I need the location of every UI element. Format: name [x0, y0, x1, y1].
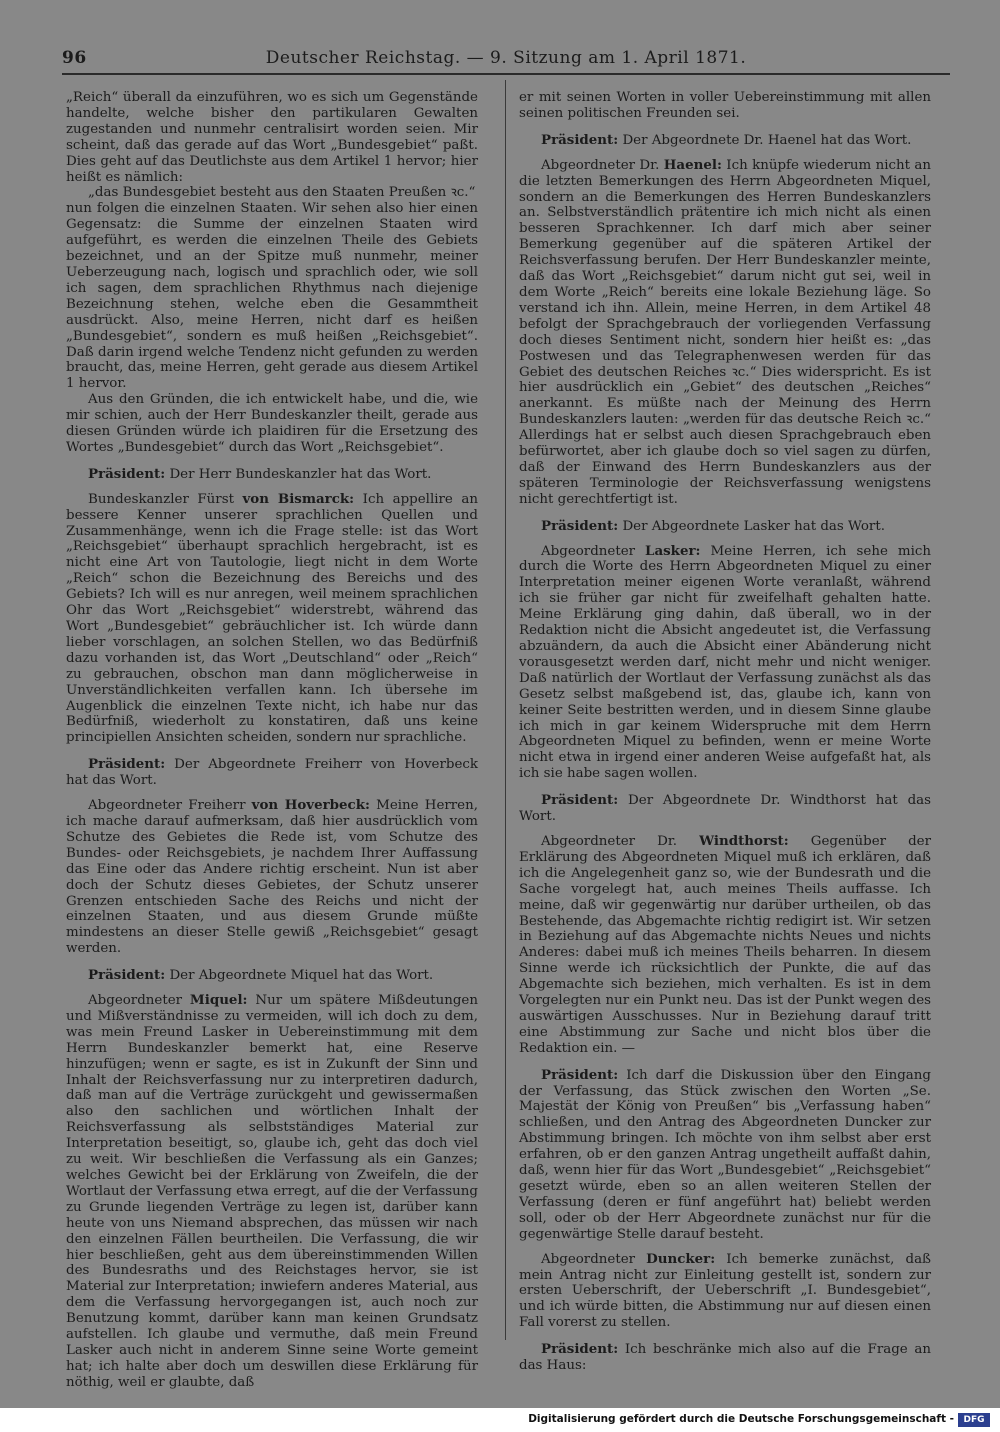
page-header [62, 46, 950, 74]
left-column [66, 90, 478, 1391]
speaker-label: Präsident: [541, 792, 619, 809]
speaker-title: Abgeordneter [88, 993, 190, 1009]
president-statement [66, 968, 478, 984]
speech-paragraph [66, 993, 478, 1391]
speaker-title: Abgeordneter [541, 543, 646, 559]
statement-text: Der Abgeordnete Miquel hat das Wort. [165, 968, 434, 984]
speech-text: Ich bemerke zunächst, daß mein Antrag nicht zur Einleitung gestellt ist, sondern zur ersten Ueberschrift, der Ueberschrift „I. Bundesgebiet“, und ich würde bitten, die Abstimmung nur auf diesen einen Fall vorerst zu stellen. [519, 1251, 931, 1331]
speech-text: Meine Herren, ich mache darauf aufmerksam, daß hier ausdrücklich vom Schutze des Gebietes die Rede ist, vom Schutze des Bundes- oder Reichsgebiets, je nachdem Ihrer Auffassung das Eine oder das Andere richtig erscheint. Nun ist aber doch der Schutz dieses Gebietes, der Schutz unserer Grenzen entschieden Sache des Reichs und nicht der einzelnen Staaten, und aus diesem Grunde müßte mindestens an dieser Stelle gewiß „Reichsgebiet“ gesagt werden. [66, 798, 478, 957]
president-statement [519, 133, 931, 149]
speaker-name: von Bismarck: [242, 490, 355, 507]
speaker-label: Präsident: [88, 756, 166, 773]
speech-paragraph [66, 798, 478, 957]
statement-text: Der Abgeordnete Dr. Haenel hat das Wort. [618, 132, 912, 148]
running-title: Deutscher Reichstag. — 9. Sitzung am 1. April 1871. [265, 48, 747, 68]
statement-text: Der Abgeordnete Freiherr von Hoverbeck hat das Wort. [66, 757, 478, 789]
text-paragraph: er mit seinen Worten in voller Uebereinstimmung mit allen seinen politischen Freunden sei. [519, 90, 931, 121]
speaker-title: Abgeordneter Dr. [541, 833, 700, 849]
speech-paragraph [519, 1252, 931, 1332]
text-paragraph: „Reich“ überall da einzuführen, wo es sich um Gegenstände handelte, welche bisher den partikularen Gewalten zugestanden und nunmehr centralisirt worden seien. Mir scheint, daß das gerade auf das Wort „Bundesgebiet“ paßt. Dies geht auf das Deutlichste aus dem Artikel 1 hervor; hier heißt es nämlich: [66, 90, 478, 185]
speech-text: Meine Herren, ich sehe mich durch die Worte des Herrn Abgeordneten Miquel zu einer Interpretation meiner eigenen Worte veranlaßt, während ich sie früher gar nicht für zweifelhaft gehalten hatte. Meine Erklärung ging dahin, daß überall, wo in der Redaktion nicht die Absicht angedeutet ist, die Verfassung abzuändern, da auch die Absicht einer Abänderung nicht vorausgesetzt werden darf, nicht mehr und nicht weniger. Daß natürlich der Wortlaut der Verfassung zunächst als das Gesetz selbst maßgebend ist, das, glaube ich, kann von keiner Seite bestritten werden, und in diesem Sinne glaube ich mich in gar keinem Widerspruche mit dem Herrn Abgeordneten Miquel zu befinden, wenn er meine Worte nicht etwa in irgend einer anderen Weise aufgefaßt hat, als ich sie habe sagen wollen. [519, 543, 931, 782]
speaker-label: Präsident: [88, 465, 166, 482]
speaker-name: Lasker: [645, 542, 701, 559]
right-column [519, 90, 931, 1383]
speech-paragraph [519, 834, 931, 1057]
speech-paragraph [519, 158, 931, 508]
president-statement [519, 1342, 931, 1374]
footer-credit: Digitalisierung gefördert durch die Deutsche Forschungsgemeinschaft - [528, 1413, 954, 1425]
speaker-name: Haenel: [663, 156, 722, 173]
dfg-logo: DFG [958, 1413, 990, 1427]
speaker-title: Abgeordneter Freiherr [88, 798, 252, 814]
speaker-label: Präsident: [541, 131, 619, 148]
footer-bar [0, 1408, 1000, 1432]
speaker-name: Duncker: [646, 1250, 716, 1267]
speaker-name: Windthorst: [699, 832, 789, 849]
speech-text: Gegenüber der Erklärung des Abgeordneten Miquel muß ich erklären, daß ich die Angelegenheit ganz so, wie der Bundesrath und die Sache vorgelegt hat, auch meines Theils auffasse. Ich meine, daß wir gegenwärtig nur darüber urtheilen, ob das Bestehende, das Abgemachte richtig redigirt ist. Wir setzen in Beziehung auf das Abgemachte nichts Neues und nichts Anderes: dabei muß ich meines Theils beharren. In diesem Sinne werde ich rücksichtlich der Punkte, die auf das Abgemachte sich beziehen, mich verhalten. Es ist in dem Vorgelegten nur ein Punkt neu. Das ist der Punkt wegen des auswärtigen Ausschusses. Nur in Beziehung darauf tritt eine Abstimmung zur Sache und nicht blos über die Redaktion ein. — [519, 833, 931, 1056]
speaker-label: Präsident: [541, 517, 619, 534]
text-paragraph: Aus den Gründen, die ich entwickelt habe, und die, wie mir schien, auch der Herr Bundeskanzler theilt, gerade aus diesen Gründen würde ich plaidiren für die Ersetzung des Wortes „Bundesgebiet“ durch das Wort „Reichsgebiet“. [66, 392, 478, 455]
speaker-label: Präsident: [88, 967, 166, 984]
quoted-text: „das Bundesgebiet besteht aus den Staaten Preußen ꝛc.“ [88, 185, 476, 201]
speech-text: Ich appellire an bessere Kenner unserer sprachlichen Quellen und Zusammenhänge, wenn ich die Frage stelle: ist das Wort „Reichsgebiet“ überhaupt sprachlich hergebracht, ist es nicht eine Art von Tautologie, liegt nicht in dem Worte „Reich“ schon die Bezeichnung des Bereichs und des Gebiets? Ich will es nur anregen, weil meinem sprachlichen Ohr das Wort „Reichsgebiet“ widerstrebt, während das Wort „Bundesgebiet“ gebräuchlicher ist. Ich würde dann lieber vorschlagen, an solchen Stellen, wo das Bedürfniß dazu vorhanden ist, das Wort „Deutschland“ oder „Reich“ zu gebrauchen, obschon man dann möglicherweise in Unverständlichkeiten verfallen kann. Ich übersehe im Augenblick die einzelnen Texte nicht, ich habe nur das Bedürfniß, wiederholt zu konstatiren, daß uns keine principiellen Ansichten scheiden, sondern nur sprachliche. [66, 491, 478, 746]
speaker-name: von Hoverbeck: [251, 797, 370, 814]
header-rule [62, 73, 950, 75]
president-statement [519, 1068, 931, 1243]
speaker-name: Miquel: [189, 992, 248, 1009]
speaker-title: Bundeskanzler Fürst [88, 491, 243, 507]
page-number: 96 [62, 48, 87, 68]
statement-text: Ich beschränke mich also auf die Frage an das Haus: [519, 1342, 931, 1374]
statement-text: Der Abgeordnete Lasker hat das Wort. [618, 518, 885, 534]
speaker-label: Präsident: [541, 1066, 619, 1083]
president-statement [519, 793, 931, 825]
text-paragraph: nun folgen die einzelnen Staaten. Wir sehen also hier einen Gegensatz: die Summe der einzelnen Staaten wird aufgeführt, es werden die einzelnen Theile des Gebiets bezeichnet, und an der Spitze muß nunmehr, meiner Ueberzeugung nach, logisch und sprachlich oder, wie soll ich sagen, dem sprachlichen Rhythmus nach diejenige Bezeichnung stehen, welche eben die Gesammtheit ausdrückt. Also, meine Herren, nicht darf es heißen „Bundesgebiet“, sondern es muß heißen „Reichsgebiet“. Daß darin irgend welche Tendenz nicht gefunden zu werden braucht, das, meine Herren, geht gerade aus diesem Artikel 1 hervor. [66, 201, 478, 392]
speech-text: Nur um spätere Mißdeutungen und Mißverständnisse zu vermeiden, will ich doch zu dem, was mein Freund Lasker in Uebereinstimmung mit dem Herrn Bundeskanzler bemerkt hat, eine Reserve hinzufügen; wenn er sagte, es ist in Zukunft der Sinn und Inhalt der Reichsverfassung nur zu interpretiren dadurch, daß man auf die Verträge zurückgeht und gewissermaßen also den sachlichen und wörtlichen Inhalt der Reichsverfassung als selbstständiges Material zur Interpretation beseitigt, so, glaube ich, geht das doch viel zu weit. Wir beschließen die Verfassung als ein Ganzes; welches Gewicht bei der Erklärung von Zweifeln, die der Wortlaut der Verfassung etwa erregt, auf die der Verfassung zu Grunde liegenden Verträge zu legen ist, darüber kann heute von uns Niemand absprechen, das müssen wir nach den einzelnen Fällen beurtheilen. Die Verfassung, die wir hier beschließen, geht aus dem übereinstimmenden Willen des Bundesraths und des Reichstages hervor, sie ist Material zur Interpretation; inwiefern anderes Material, aus dem die Verfassung hervorgegangen ist, auch noch zur Benutzung kommt, darüber kann man keinen Grundsatz aufstellen. Ich glaube und vermuthe, daß mein Freund Lasker auch nicht in anderem Sinne seine Worte gemeint hat; ich halte aber doch um deswillen diese Erklärung für nöthig, weil er glaubte, daß [66, 993, 478, 1390]
president-statement [66, 757, 478, 789]
speech-text: Ich knüpfe wiederum nicht an die letzten Bemerkungen des Herrn Abgeordneten Miquel, sondern an die Bemerkungen des Herren Bundeskanzlers an. Selbstverständlich prätentire ich mich nicht als einen besseren Sprachkenner. Ich darf mich aber seiner Bemerkung gegenüber auf die späteren Artikel der Reichsverfassung berufen. Der Herr Bundeskanzler meinte, daß das Wort „Reichsgebiet“ darum nicht gut sei, weil in dem Worte „Reich“ bereits eine lokale Beziehung läge. So verstand ich ihn. Allein, meine Herren, in dem Artikel 48 befolgt der Sprachgebrauch der vorliegenden Verfassung doch dieses Sentiment nicht, sondern hier heißt es: „das Postwesen und das Telegraphenwesen werden für das Gebiet des deutschen Reiches ꝛc.“ Dies widerspricht. Es ist hier ausdrücklich ein „Gebiet“ des deutschen „Reiches“ anerkannt. Es müßte nach der Meinung des Herrn Bundeskanzlers lauten: „werden für das deutsche Reich ꝛc.“ Allerdings hat er selbst auch diesen Sprachgebrauch eben befürwortet, aber ich glaube doch so viel sagen zu dürfen, daß der Einwand des Herrn Bundeskanzlers aus der späteren Terminologie der Reichsverfassung wenigstens nicht gerechtfertigt ist. [519, 157, 932, 507]
speaker-title: Abgeordneter Dr. [541, 157, 664, 173]
statement-text: Ich darf die Diskussion über den Eingang der Verfassung, das Stück zwischen den Worten „Se. Majestät der König von Preußen“ bis „Verfassung haben“ schließen, und den Antrag des Abgeordneten Duncker zur Abstimmung bringen. Ich möchte von ihm selbst aber erst erfahren, ob er den ganzen Antrag ungetheilt auffaßt dahin, daß, wenn hier für das Wort „Bundesgebiet“ „Reichsgebiet“ gesetzt würde, eben so an allen weiteren Stellen der Verfassung (deren er fünf angeführt hat) beliebt werden soll, oder ob der Herr Abgeordnete zunächst nur für die gegenwärtige Stelle darauf besteht. [519, 1067, 931, 1242]
statement-text: Der Abgeordnete Dr. Windthorst hat das Wort. [519, 793, 931, 825]
speaker-label: Präsident: [541, 1341, 619, 1358]
speech-paragraph [66, 492, 478, 747]
column-divider [505, 80, 506, 1340]
president-statement [519, 519, 931, 535]
statement-text: Der Herr Bundeskanzler hat das Wort. [165, 466, 432, 482]
president-statement [66, 467, 478, 483]
speaker-title: Abgeordneter [541, 1251, 647, 1267]
speech-paragraph [519, 544, 931, 783]
